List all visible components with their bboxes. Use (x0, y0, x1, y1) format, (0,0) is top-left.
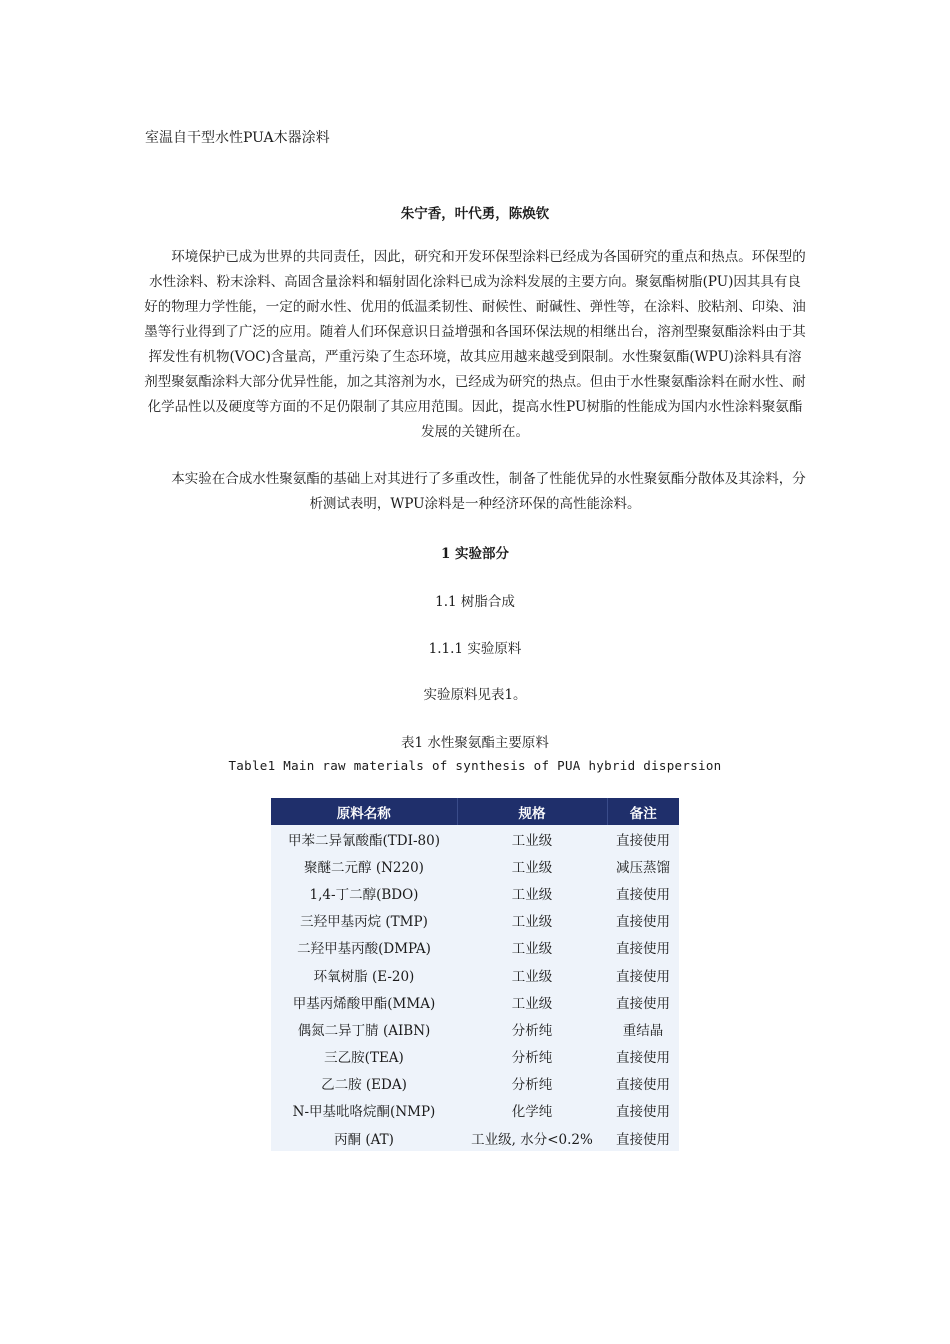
cell-remark: 直接使用 (607, 1124, 679, 1151)
cell-spec: 工业级 (457, 934, 607, 961)
table-row (271, 1124, 679, 1151)
table-row (271, 1070, 679, 1097)
document-title: 室温自干型水性PUA木器涂料 (145, 130, 330, 146)
table-row (271, 1097, 679, 1124)
raw-materials-table (271, 798, 679, 1151)
cell-spec: 工业级 (457, 879, 607, 906)
authors: 朱宁香，叶代勇，陈焕钦 (400, 206, 550, 222)
section-heading-1: 1 实验部分 (440, 546, 510, 562)
cell-spec: 分析纯 (457, 1015, 607, 1042)
table-row (271, 907, 679, 934)
table-row (271, 934, 679, 961)
cell-spec: 工业级, 水分<0.2% (457, 1124, 607, 1151)
cell-material: 环氧树脂 (E-20) (271, 961, 457, 988)
table-header-row (271, 798, 679, 825)
cell-material: 1,4-丁二醇(BDO) (271, 879, 457, 906)
cell-material: 三乙胺(TEA) (271, 1043, 457, 1070)
table-row (271, 825, 679, 852)
cell-remark: 重结晶 (607, 1015, 679, 1042)
cell-material: N-甲基吡咯烷酮(NMP) (271, 1097, 457, 1124)
cell-material: 丙酮 (AT) (271, 1124, 457, 1151)
header-specification: 规格 (457, 798, 607, 825)
cell-spec: 工业级 (457, 852, 607, 879)
cell-spec: 工业级 (457, 825, 607, 852)
cell-remark: 直接使用 (607, 1097, 679, 1124)
cell-spec: 分析纯 (457, 1043, 607, 1070)
table-row (271, 1015, 679, 1042)
cell-remark: 直接使用 (607, 988, 679, 1015)
cell-material: 聚醚二元醇 (N220) (271, 852, 457, 879)
cell-spec: 工业级 (457, 961, 607, 988)
header-material-name: 原料名称 (271, 798, 457, 825)
cell-remark: 直接使用 (607, 879, 679, 906)
table-row (271, 961, 679, 988)
table-row (271, 879, 679, 906)
cell-remark: 直接使用 (607, 934, 679, 961)
cell-material: 甲基丙烯酸甲酯(MMA) (271, 988, 457, 1015)
cell-material: 偶氮二异丁腈 (AIBN) (271, 1015, 457, 1042)
cell-spec: 工业级 (457, 907, 607, 934)
table-row (271, 1043, 679, 1070)
table-reference: 实验原料见表1。 (423, 687, 527, 703)
cell-remark: 直接使用 (607, 1043, 679, 1070)
section-heading-1-1-1: 1.1.1 实验原料 (428, 641, 522, 657)
cell-remark: 直接使用 (607, 907, 679, 934)
cell-spec: 化学纯 (457, 1097, 607, 1124)
header-remark: 备注 (607, 798, 679, 825)
table-row (271, 988, 679, 1015)
cell-material: 甲苯二异氰酸酯(TDI-80) (271, 825, 457, 852)
cell-material: 三羟甲基丙烷 (TMP) (271, 907, 457, 934)
summary-paragraph: 本实验在合成水性聚氨酯的基础上对其进行了多重改性，制备了性能优异的水性聚氨酯分散体及其涂料，分析测试表明，WPU涂料是一种经济环保的高性能涂料。 (171, 471, 806, 512)
cell-spec: 分析纯 (457, 1070, 607, 1097)
table-row (271, 852, 679, 879)
cell-remark: 直接使用 (607, 961, 679, 988)
cell-remark: 直接使用 (607, 1070, 679, 1097)
table-caption-english: Table1 Main raw materials of synthesis of PUA hybrid dispersion (228, 758, 722, 773)
cell-material: 乙二胺 (EDA) (271, 1070, 457, 1097)
cell-remark: 减压蒸馏 (607, 852, 679, 879)
intro-paragraph: 环境保护已成为世界的共同责任，因此，研究和开发环保型涂料已经成为各国研究的重点和热点。环保型的水性涂料、粉末涂料、高固含量涂料和辐射固化涂料已成为涂料发展的主要方向。聚氨酯树脂(PU)因其具有良好的物理力学性能，一定的耐水性、优用的低温柔韧性、耐候性、耐碱性、弹性等，在涂料、胶粘剂、印染、油墨等行业得到了广泛的应用。随着人们环保意识日益增强和各国环保法规的相继出台，溶剂型聚氨酯涂料由于其挥发性有机物(VOC)含量高，严重污染了生态环境，故其应用越来越受到限制。水性聚氨酯(WPU)涂料具有溶剂型聚氨酯涂料大部分优异性能，加之其溶剂为水，已经成为研究的热点。但由于水性聚氨酯涂料在耐水性、耐化学品性以及硬度等方面的不足仍限制了其应用范围。因此，提高水性PU树脂的性能成为国内水性涂料聚氨酯发展的关键所在。 (144, 249, 806, 440)
section-heading-1-1: 1.1 树脂合成 (435, 594, 515, 610)
cell-material: 二羟甲基丙酸(DMPA) (271, 934, 457, 961)
cell-remark: 直接使用 (607, 825, 679, 852)
cell-spec: 工业级 (457, 988, 607, 1015)
table-caption: 表1 水性聚氨酯主要原料 (401, 735, 549, 751)
